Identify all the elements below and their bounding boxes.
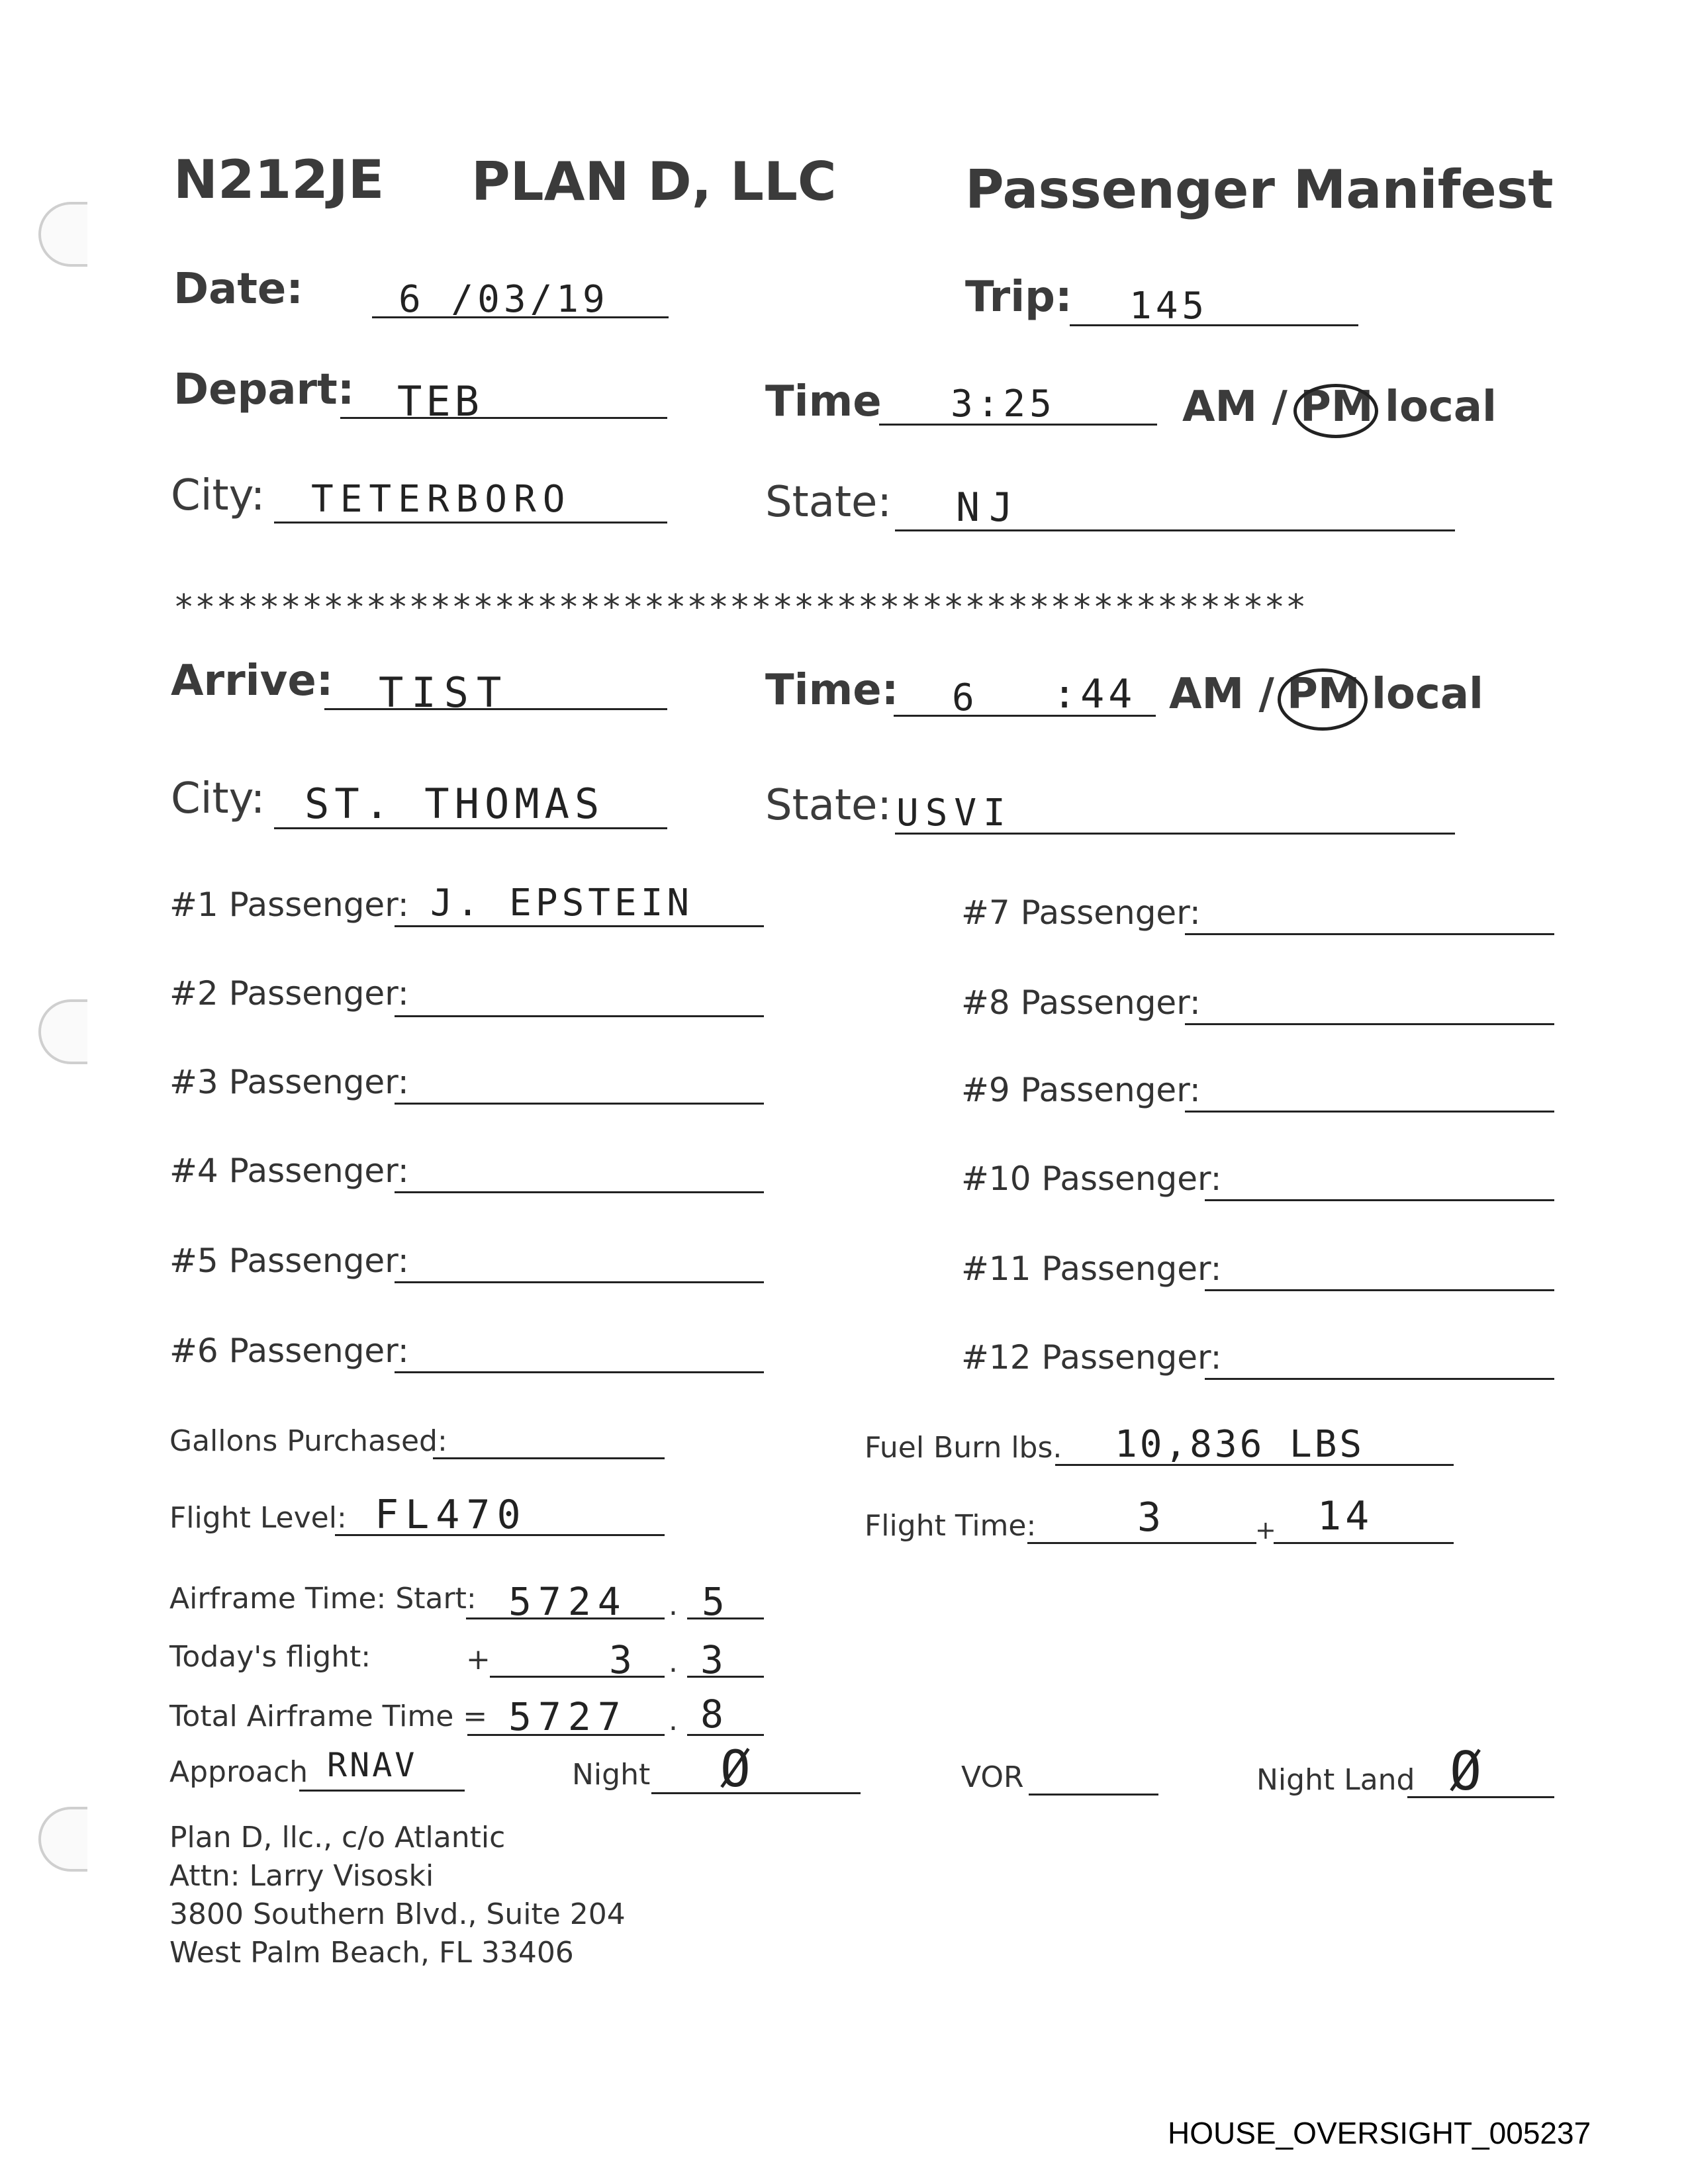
vor-label: VOR bbox=[961, 1760, 1024, 1794]
flight-time-minutes-field[interactable] bbox=[1274, 1542, 1454, 1544]
night-land-label: Night Land bbox=[1256, 1763, 1415, 1797]
airframe-start-label: Airframe Time: Start: bbox=[169, 1582, 477, 1615]
binder-hole-top bbox=[38, 202, 87, 267]
trip-value: 145 bbox=[1129, 285, 1209, 328]
total-airframe-whole: 5727 bbox=[508, 1694, 628, 1739]
todays-flight-dot: . bbox=[669, 1645, 678, 1679]
form-title: Passenger Manifest bbox=[965, 159, 1554, 220]
passenger-label: #12 Passenger: bbox=[961, 1338, 1222, 1377]
trip-field[interactable] bbox=[1070, 324, 1358, 326]
depart-state-label: State: bbox=[765, 478, 892, 527]
flight-level-value: FL470 bbox=[375, 1492, 528, 1538]
passenger-label: #7 Passenger: bbox=[961, 893, 1201, 932]
passenger-field[interactable] bbox=[395, 1103, 764, 1105]
passenger-field[interactable] bbox=[1205, 1289, 1554, 1291]
depart-local-label: local bbox=[1385, 383, 1497, 432]
depart-field[interactable] bbox=[340, 417, 667, 419]
depart-state-value: NJ bbox=[956, 484, 1023, 531]
passenger-label: #2 Passenger: bbox=[169, 974, 409, 1013]
passenger-field[interactable] bbox=[1185, 1023, 1554, 1025]
arrive-local-label: local bbox=[1372, 670, 1483, 719]
total-airframe-dot: . bbox=[669, 1704, 678, 1737]
airframe-start-whole: 5724 bbox=[508, 1579, 628, 1624]
vor-field[interactable] bbox=[1029, 1794, 1158, 1796]
passenger-label: #11 Passenger: bbox=[961, 1250, 1222, 1288]
arrive-time-hour: 6 bbox=[952, 676, 978, 719]
todays-flight-label: Today's flight: bbox=[169, 1640, 371, 1674]
gallons-purchased-field[interactable] bbox=[433, 1457, 665, 1459]
passenger-field[interactable] bbox=[395, 1191, 764, 1193]
passenger-value: J. EPSTEIN bbox=[430, 882, 694, 925]
passenger-label: #8 Passenger: bbox=[961, 983, 1201, 1022]
passenger-label: #10 Passenger: bbox=[961, 1160, 1222, 1198]
depart-city-label: City: bbox=[171, 471, 265, 520]
flight-time-hours-field[interactable] bbox=[1027, 1542, 1256, 1544]
address-line-3: 3800 Southern Blvd., Suite 204 bbox=[169, 1897, 626, 1931]
flight-level-label: Flight Level: bbox=[169, 1501, 347, 1535]
depart-time-label: Time bbox=[765, 377, 882, 426]
night-label: Night bbox=[572, 1758, 651, 1792]
depart-am-label: AM / bbox=[1182, 383, 1288, 432]
todays-flight-plus: + bbox=[466, 1643, 491, 1676]
flight-time-hours: 3 bbox=[1137, 1494, 1166, 1541]
arrive-state-value: USVI bbox=[896, 792, 1012, 835]
depart-value: TEB bbox=[397, 377, 483, 426]
arrive-state-label: State: bbox=[765, 781, 892, 830]
trip-label: Trip: bbox=[965, 273, 1072, 322]
todays-flight-whole-field[interactable] bbox=[490, 1676, 665, 1678]
todays-flight-tenth: 3 bbox=[700, 1637, 727, 1682]
address-line-1: Plan D, llc., c/o Atlantic bbox=[169, 1821, 506, 1854]
depart-time-value: 3:25 bbox=[951, 383, 1056, 426]
airframe-start-dot: . bbox=[669, 1588, 678, 1622]
arrive-pm-label: PM bbox=[1287, 670, 1360, 719]
arrive-time-label: Time: bbox=[765, 666, 899, 715]
section-separator: ***************************************************** bbox=[173, 588, 1307, 627]
address-line-2: Attn: Larry Visoski bbox=[169, 1859, 434, 1893]
passenger-label: #6 Passenger: bbox=[169, 1332, 409, 1370]
address-line-4: West Palm Beach, FL 33406 bbox=[169, 1936, 574, 1970]
fuel-burn-value: 10,836 LBS bbox=[1115, 1423, 1365, 1466]
date-value: 6 /03/19 bbox=[399, 278, 609, 321]
total-airframe-tenth: 8 bbox=[700, 1692, 727, 1737]
approach-field[interactable] bbox=[299, 1790, 465, 1792]
approach-label: Approach bbox=[169, 1755, 308, 1789]
fuel-burn-label: Fuel Burn lbs. bbox=[865, 1431, 1062, 1465]
passenger-field[interactable] bbox=[395, 1281, 764, 1283]
arrive-am-label: AM / bbox=[1169, 670, 1274, 719]
date-label: Date: bbox=[173, 265, 303, 314]
night-value: Ø bbox=[720, 1739, 755, 1798]
total-airframe-label: Total Airframe Time = bbox=[169, 1700, 488, 1733]
night-land-value: Ø bbox=[1450, 1741, 1486, 1802]
depart-pm-label: PM bbox=[1300, 383, 1374, 432]
flight-time-plus: + bbox=[1255, 1516, 1276, 1545]
passenger-field[interactable] bbox=[1185, 1111, 1554, 1113]
depart-pm-circle bbox=[1293, 384, 1378, 438]
arrive-city-value: ST. THOMAS bbox=[305, 780, 605, 828]
company-name: PLAN D, LLC bbox=[471, 151, 837, 212]
passenger-field[interactable] bbox=[395, 925, 764, 927]
arrive-time-minute: :44 bbox=[1053, 671, 1137, 717]
arrive-value: TIST bbox=[379, 668, 510, 717]
passenger-field[interactable] bbox=[1185, 933, 1554, 935]
passenger-field[interactable] bbox=[395, 1371, 764, 1373]
passenger-field[interactable] bbox=[1205, 1199, 1554, 1201]
passenger-label: #9 Passenger: bbox=[961, 1071, 1201, 1109]
depart-city-value: TETERBORO bbox=[311, 478, 572, 521]
todays-flight-whole: 3 bbox=[609, 1637, 636, 1682]
passenger-label: #3 Passenger: bbox=[169, 1063, 409, 1101]
passenger-label: #4 Passenger: bbox=[169, 1152, 409, 1190]
binder-hole-middle bbox=[38, 999, 87, 1064]
night-field[interactable] bbox=[651, 1792, 861, 1794]
arrive-pm-circle bbox=[1278, 668, 1368, 731]
binder-hole-bottom bbox=[38, 1807, 87, 1872]
bates-stamp: HOUSE_OVERSIGHT_005237 bbox=[1168, 2116, 1591, 2150]
flight-time-minutes: 14 bbox=[1317, 1493, 1374, 1539]
passenger-field[interactable] bbox=[395, 1015, 764, 1017]
passenger-label: #5 Passenger: bbox=[169, 1242, 409, 1280]
airframe-start-tenth: 5 bbox=[702, 1579, 729, 1624]
flight-time-label: Flight Time: bbox=[865, 1509, 1037, 1543]
passenger-field[interactable] bbox=[1205, 1378, 1554, 1380]
arrive-city-label: City: bbox=[171, 774, 265, 823]
tail-number: N212JE bbox=[173, 149, 385, 210]
gallons-purchased-label: Gallons Purchased: bbox=[169, 1424, 447, 1458]
depart-label: Depart: bbox=[173, 365, 355, 414]
depart-city-field[interactable] bbox=[274, 522, 667, 523]
arrive-label: Arrive: bbox=[171, 657, 334, 705]
approach-value: RNAV bbox=[327, 1746, 418, 1784]
passenger-label: #1 Passenger: bbox=[169, 886, 409, 924]
